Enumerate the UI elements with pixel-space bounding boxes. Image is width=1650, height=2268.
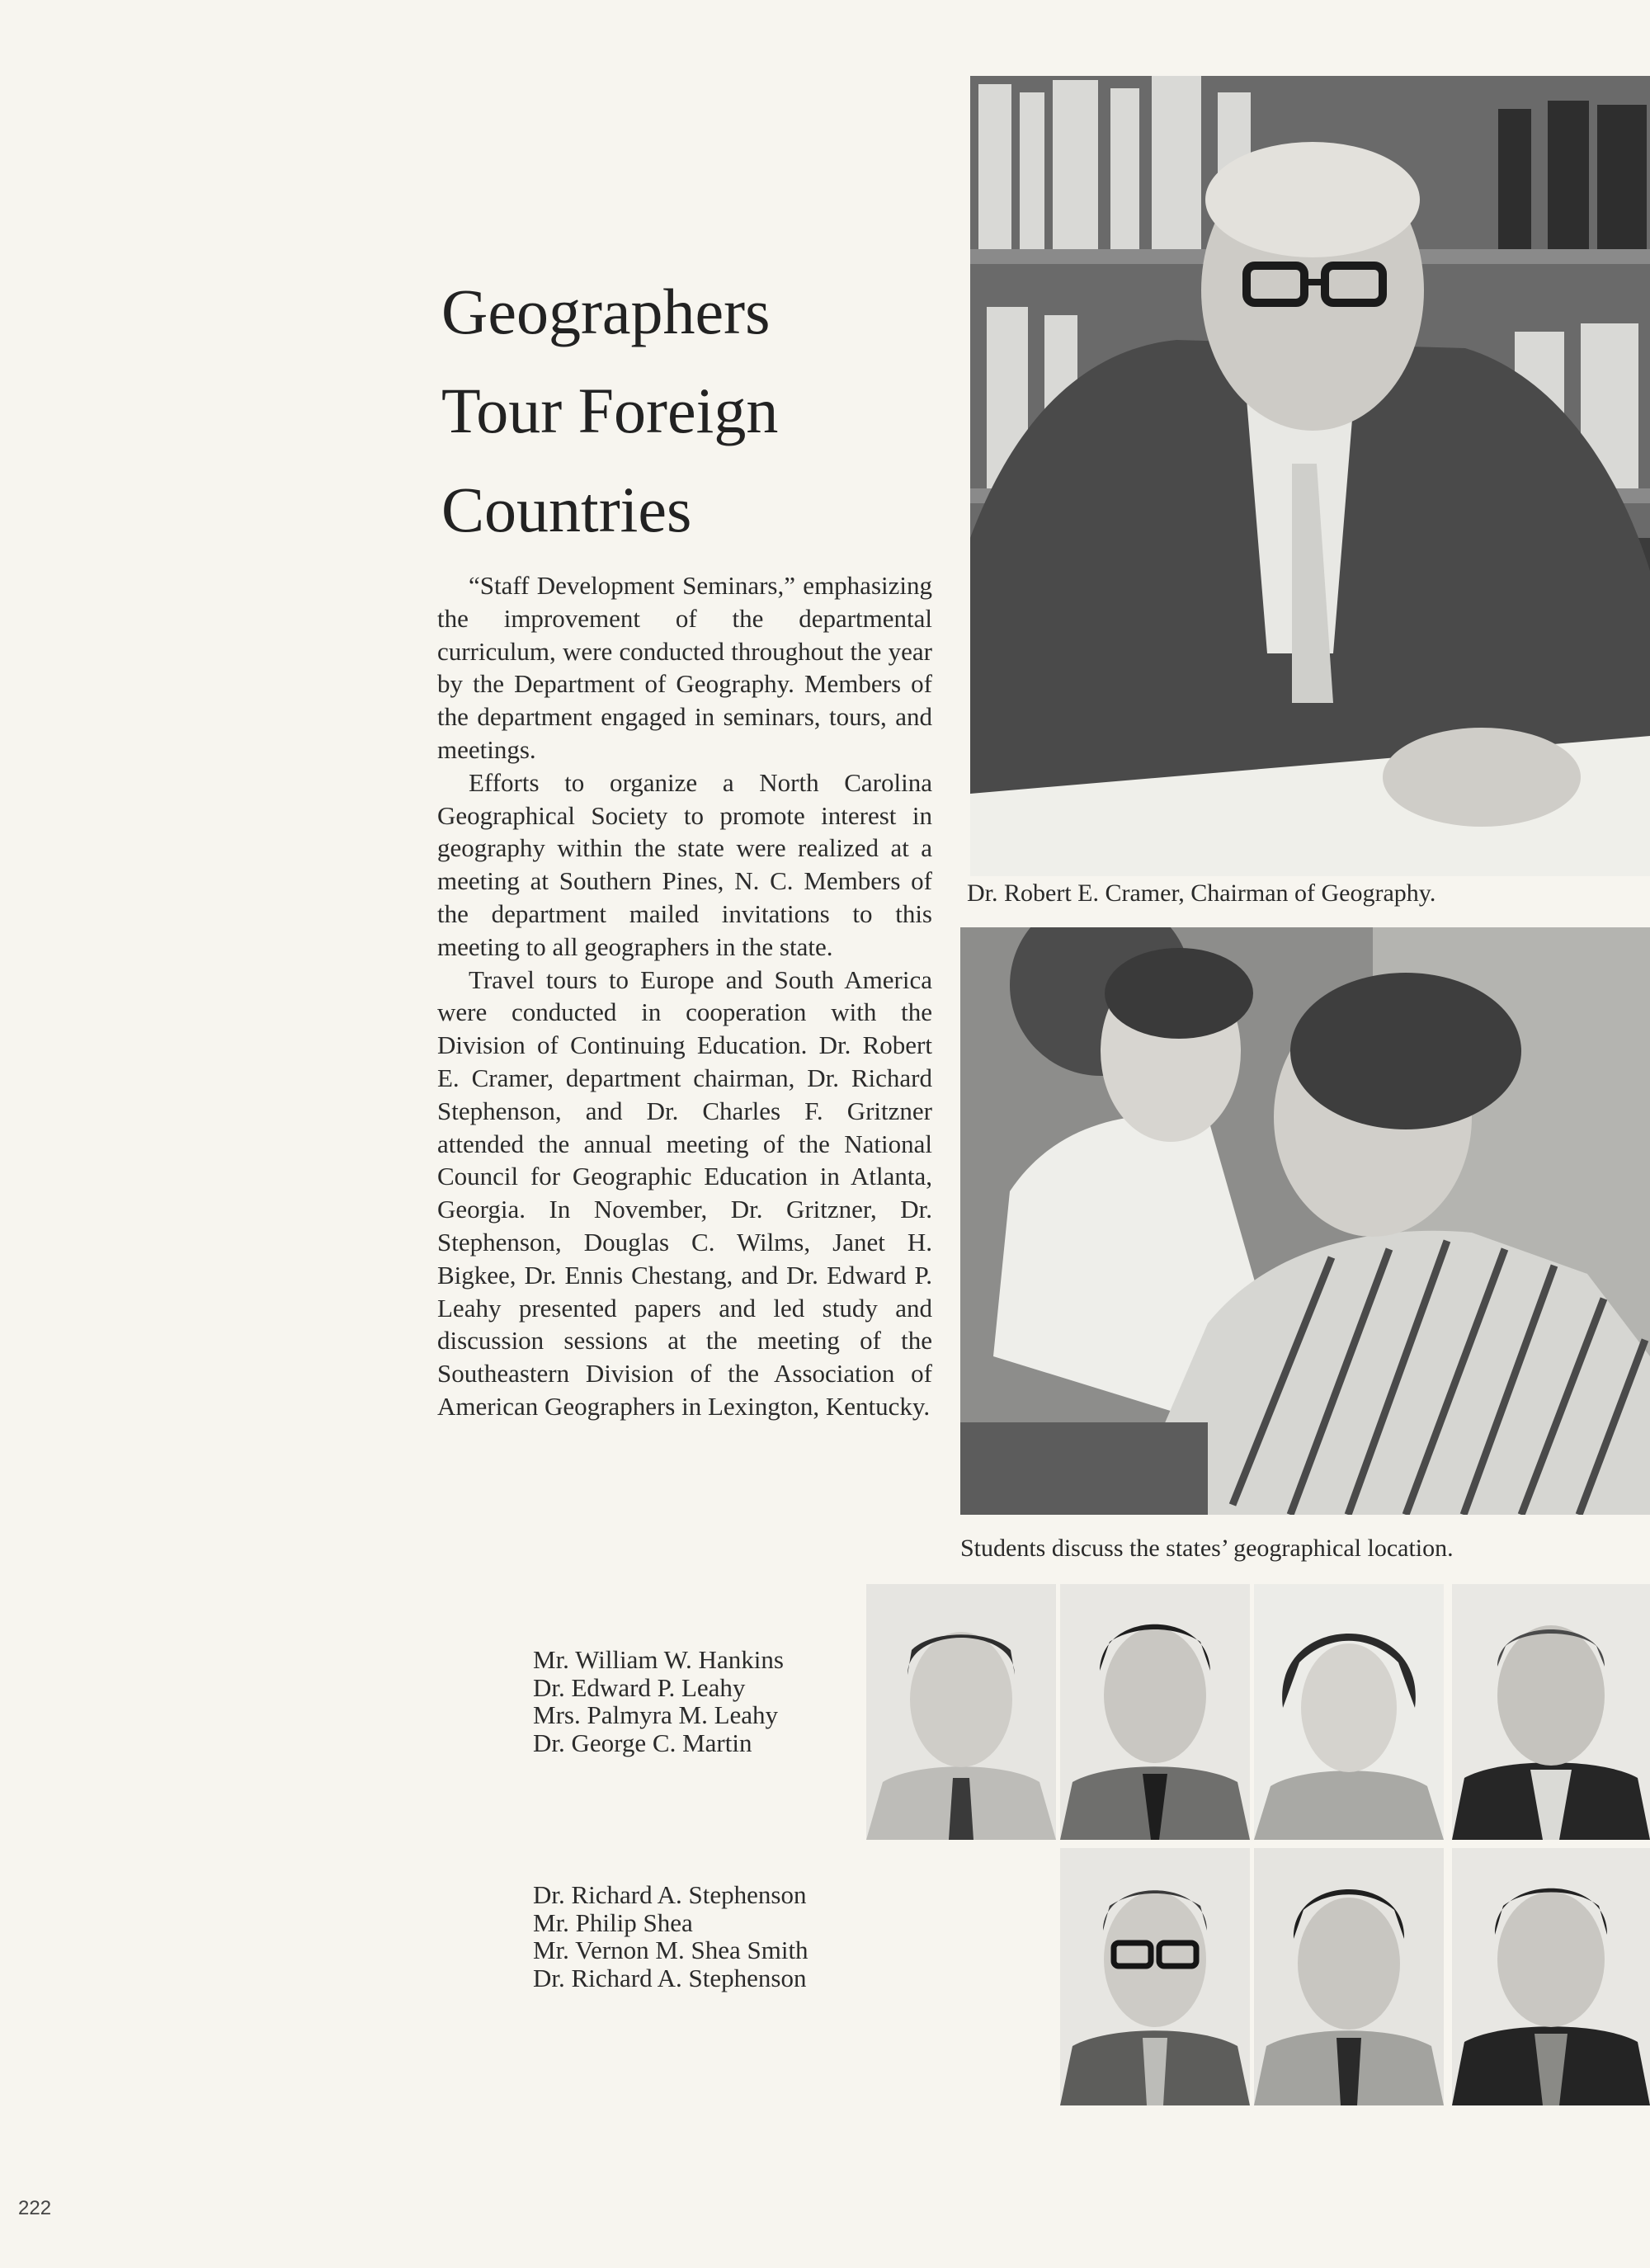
- chairman-photo-caption: Dr. Robert E. Cramer, Chairman of Geography.: [967, 879, 1436, 907]
- faculty-name: Mrs. Palmyra M. Leahy: [533, 1700, 779, 1729]
- faculty-portrait: [1254, 1584, 1444, 1840]
- students-photo-caption: Students discuss the states’ geographical location.: [960, 1535, 1454, 1562]
- faculty-name-list-2: [533, 1881, 813, 1992]
- article-paragraph: Efforts to organize a North Carolina Geographical Society to promote interest in geography within the state were realized at a meeting at Southern Pines, N. C. Members of the department mailed invitations to this meeting to all geographers in the state.: [437, 767, 932, 961]
- article-body: [437, 569, 932, 1423]
- students-photo: [960, 927, 1650, 1515]
- faculty-portrait: [1060, 1584, 1250, 1840]
- headline-line-1: Geographers: [441, 276, 771, 347]
- article-paragraph: Travel tours to Europe and South America were conducted in cooperation with the Division of Continuing Education. Dr. Robert E. Cramer, department chairman, Dr. Richard Stephenson, and Dr. Charles F. Gritzner attended the annual meeting of the National Council for Geographic Education in Atlanta, Georgia. In November, Dr. Gritzner, Dr. Stephenson, Douglas C. Wilms, Janet H. Bigkee, Dr. Ennis Chestang, and Dr. Edward P. Leahy presented papers and led study and discussion sessions at the meeting of the Southeastern Division of the Association of American Geographers in Lexington, Kentucky.: [437, 964, 932, 1421]
- chairman-photo: [970, 76, 1650, 876]
- faculty-portrait: [1452, 1584, 1650, 1840]
- article-paragraph: “Staff Development Seminars,” emphasizing the improvement of the departmental curriculum, were conducted throughout the year by the Department of Geography. Members of the department engaged in seminars, tours, and meetings.: [437, 571, 932, 764]
- faculty-portrait: [1060, 1848, 1250, 2105]
- headline-line-2: Tour Foreign: [441, 375, 779, 446]
- faculty-name: Dr. George C. Martin: [533, 1728, 752, 1757]
- faculty-name: Dr. Edward P. Leahy: [533, 1672, 746, 1702]
- headline: [441, 262, 903, 559]
- faculty-name: Mr. William W. Hankins: [533, 1645, 784, 1674]
- faculty-portrait: [1254, 1848, 1444, 2105]
- page-number: 222: [18, 2197, 52, 2219]
- faculty-portrait: [866, 1584, 1056, 1840]
- faculty-name: Mr. Vernon M. Shea Smith: [533, 1936, 808, 1964]
- faculty-name-list-1: [533, 1646, 838, 1756]
- faculty-portrait: [1452, 1848, 1650, 2105]
- headline-line-3: Countries: [441, 474, 692, 545]
- faculty-name: Dr. Richard A. Stephenson: [533, 1880, 807, 1909]
- faculty-name: Mr. Philip Shea: [533, 1907, 693, 1937]
- faculty-name: Dr. Richard A. Stephenson: [533, 1963, 807, 1992]
